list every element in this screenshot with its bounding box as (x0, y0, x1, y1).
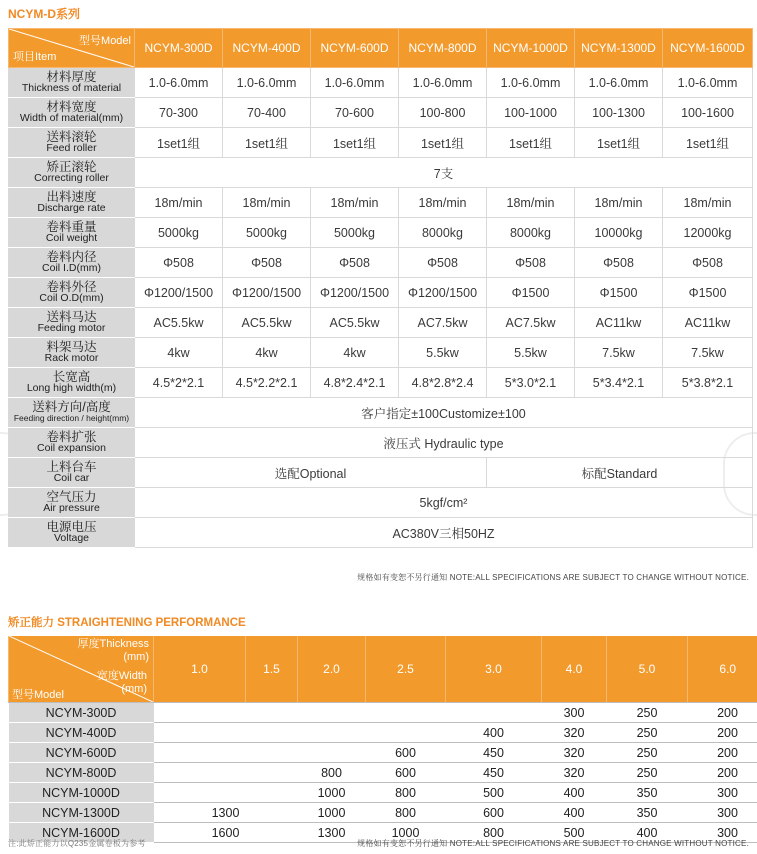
width-unit: (mm) (121, 683, 147, 695)
corner-model-label: 型号Model (79, 35, 131, 47)
row-label-en: Width of material(mm) (19, 111, 124, 124)
perf-cell: 200 (688, 723, 757, 743)
row-label-en: Thickness of material (21, 81, 122, 94)
spec-cell: 1set1组 (487, 128, 575, 158)
row-label (9, 278, 135, 308)
spec-row (9, 278, 753, 308)
row-label (9, 98, 135, 128)
spec-cell: Φ1500 (575, 278, 663, 308)
model-header: NCYM-600D (311, 29, 399, 68)
spec-cell: 1.0-6.0mm (399, 68, 487, 98)
model-header: NCYM-300D (135, 29, 223, 68)
spec-cell: AC11kw (663, 308, 753, 338)
spec-cell: 100-800 (399, 98, 487, 128)
perf-cell: 800 (446, 823, 542, 843)
spec-cell: 18m/min (663, 188, 753, 218)
row-label (9, 338, 135, 368)
row-label (9, 488, 135, 518)
spec-cell: 12000kg (663, 218, 753, 248)
row-label-en: Feeding direction / height(mm) (13, 412, 130, 423)
row-label-en: Coil car (53, 471, 90, 484)
spec-cell: Φ508 (311, 248, 399, 278)
spec-merged-cell: AC380V三相50HZ (135, 518, 753, 548)
spec-cell: 100-1300 (575, 98, 663, 128)
spec-cell: Φ1500 (663, 278, 753, 308)
perf-cell: 600 (366, 743, 446, 763)
spec-cell: Φ1200/1500 (311, 278, 399, 308)
perf-cell: 300 (542, 703, 607, 723)
perf-header-row (9, 636, 757, 703)
perf-row (9, 763, 757, 783)
corner-thickness-label (77, 638, 149, 664)
perf-cell: 200 (688, 743, 757, 763)
row-label-en: Correcting roller (34, 171, 109, 184)
spec-merged-cell: 液压式 Hydraulic type (135, 428, 753, 458)
row-label (9, 158, 135, 188)
perf-cell: 250 (607, 763, 688, 783)
perf-cell: 250 (607, 723, 688, 743)
row-label (9, 68, 135, 98)
row-label (9, 428, 135, 458)
row-label-cn: 矫正滚轮 (46, 159, 97, 174)
thickness-header: 2.5 (366, 636, 446, 703)
spec-cell: Φ1200/1500 (135, 278, 223, 308)
spec-cell: AC5.5kw (223, 308, 311, 338)
spec-cell: 100-1000 (487, 98, 575, 128)
row-label-en: Coil expansion (37, 441, 106, 454)
perf-cell: 800 (366, 783, 446, 803)
row-label (9, 248, 135, 278)
perf-notice: 规格如有变恕不另行通知 NOTE:ALL SPECIFICATIONS ARE SUBJECT TO CHANGE WITHOUT NOTICE. (357, 839, 749, 848)
spec-corner-cell (9, 29, 135, 68)
perf-cell: 500 (446, 783, 542, 803)
spec-cell: 1set1组 (311, 128, 399, 158)
perf-cell (154, 743, 366, 763)
spec-header-row (9, 29, 753, 68)
row-label (9, 458, 135, 488)
perf-footnote: 注:此矫正能力以Q235金属卷板为参考 (8, 839, 146, 848)
thickness-label: 厚度Thickness (77, 638, 149, 650)
spec-cell: 4kw (311, 338, 399, 368)
perf-cell (154, 703, 542, 723)
row-label-cn: 出料速度 (46, 189, 97, 204)
thickness-unit: (mm) (123, 651, 149, 663)
spec-cell: Φ508 (399, 248, 487, 278)
spec-cell: 1.0-6.0mm (487, 68, 575, 98)
spec-cell: Φ1200/1500 (399, 278, 487, 308)
spec-cell: AC7.5kw (487, 308, 575, 338)
thickness-header: 4.0 (542, 636, 607, 703)
spec-cell: 18m/min (223, 188, 311, 218)
spec-cell: AC11kw (575, 308, 663, 338)
row-label-en: Coil weight (45, 231, 98, 244)
spec-cell: Φ1200/1500 (223, 278, 311, 308)
spec-row (9, 308, 753, 338)
perf-cell: 200 (688, 763, 757, 783)
spec-row (9, 158, 753, 188)
spec-cell: 5000kg (311, 218, 399, 248)
spec-cell: AC5.5kw (135, 308, 223, 338)
perf-cell: 1300 (298, 823, 366, 843)
corner-model-label: 型号Model (12, 689, 64, 701)
row-label-cn: 电源电压 (46, 519, 97, 534)
perf-cell: 400 (607, 823, 688, 843)
spec-cell: 4kw (135, 338, 223, 368)
perf-cell: 200 (688, 703, 757, 723)
spec-cell: 1.0-6.0mm (223, 68, 311, 98)
perf-cell: 800 (366, 803, 446, 823)
perf-cell: 1000 (298, 803, 366, 823)
spec-cell: AC7.5kw (399, 308, 487, 338)
perf-cell: 1600 (154, 823, 298, 843)
perf-model-label: NCYM-800D (9, 763, 154, 783)
spec-row (9, 518, 753, 548)
model-header: NCYM-1600D (663, 29, 753, 68)
perf-row (9, 803, 757, 823)
spec-cell: AC5.5kw (311, 308, 399, 338)
model-header: NCYM-1300D (575, 29, 663, 68)
row-label-cn: 料架马达 (46, 339, 97, 354)
row-label-cn: 送料方向/高度 (32, 399, 111, 414)
spec-cell: 7.5kw (575, 338, 663, 368)
perf-cell: 350 (607, 803, 688, 823)
spec-cell: 1set1组 (223, 128, 311, 158)
row-label-en: Feed roller (46, 141, 97, 154)
row-label-en: Voltage (53, 531, 90, 544)
perf-cell: 300 (688, 803, 757, 823)
row-label-en: Feeding motor (37, 321, 106, 334)
spec-cell: 1.0-6.0mm (575, 68, 663, 98)
perf-cell: 600 (446, 803, 542, 823)
perf-cell: 300 (688, 823, 757, 843)
thickness-header: 3.0 (446, 636, 542, 703)
corner-width-label (97, 670, 147, 696)
perf-cell: 250 (607, 743, 688, 763)
perf-section-title: 矫正能力 STRAIGHTENING PERFORMANCE (8, 617, 246, 629)
row-label-cn: 材料宽度 (46, 99, 97, 114)
row-label (9, 308, 135, 338)
spec-notice: 规格如有变恕不另行通知 NOTE:ALL SPECIFICATIONS ARE SUBJECT TO CHANGE WITHOUT NOTICE. (357, 573, 749, 582)
row-label-cn: 卷料内径 (46, 249, 97, 264)
spec-cell: 4.5*2*2.1 (135, 368, 223, 398)
spec-cell: 70-400 (223, 98, 311, 128)
spec-cell: 5*3.8*2.1 (663, 368, 753, 398)
perf-cell: 800 (298, 763, 366, 783)
spec-cell: 5*3.4*2.1 (575, 368, 663, 398)
spec-cell: Φ508 (575, 248, 663, 278)
row-label-cn: 材料厚度 (46, 69, 97, 84)
spec-cell: 5.5kw (399, 338, 487, 368)
row-label-en: Discharge rate (37, 201, 106, 214)
perf-cell: 320 (542, 743, 607, 763)
spec-cell: 5.5kw (487, 338, 575, 368)
spec-cell: 4.5*2.2*2.1 (223, 368, 311, 398)
row-label (9, 518, 135, 548)
spec-cell: Φ508 (223, 248, 311, 278)
model-header: NCYM-400D (223, 29, 311, 68)
spec-cell: 1set1组 (135, 128, 223, 158)
spec-cell: 1.0-6.0mm (311, 68, 399, 98)
spec-row (9, 218, 753, 248)
width-label: 宽度Width (96, 670, 147, 682)
spec-cell: 70-300 (135, 98, 223, 128)
perf-cell: 600 (366, 763, 446, 783)
straightening-table (8, 636, 757, 843)
perf-model-label: NCYM-600D (9, 743, 154, 763)
perf-cell: 400 (542, 803, 607, 823)
row-label-cn: 卷料外径 (46, 279, 97, 294)
row-label-cn: 空气压力 (46, 489, 97, 504)
perf-cell: 1000 (366, 823, 446, 843)
perf-row (9, 783, 757, 803)
perf-cell: 1300 (154, 803, 298, 823)
spec-cell: 18m/min (311, 188, 399, 218)
perf-cell: 320 (542, 763, 607, 783)
perf-cell: 320 (542, 723, 607, 743)
spec-row (9, 98, 753, 128)
perf-cell (154, 783, 298, 803)
spec-cell: 70-600 (311, 98, 399, 128)
spec-cell: 7.5kw (663, 338, 753, 368)
row-label (9, 128, 135, 158)
row-label-cn: 卷料重量 (46, 219, 97, 234)
spec-row (9, 68, 753, 98)
perf-model-label: NCYM-1000D (9, 783, 154, 803)
row-label-en: Coil O.D(mm) (39, 291, 104, 304)
spec-merged-cell: 7支 (135, 158, 753, 188)
perf-cell: 400 (542, 783, 607, 803)
perf-model-label: NCYM-1300D (9, 803, 154, 823)
spec-row (9, 368, 753, 398)
perf-cell (154, 723, 446, 743)
thickness-header: 5.0 (607, 636, 688, 703)
spec-split-cell: 选配Optional (135, 458, 487, 488)
spec-table (8, 28, 753, 548)
spec-row (9, 248, 753, 278)
spec-cell: 1.0-6.0mm (135, 68, 223, 98)
row-label-cn: 上料台车 (46, 459, 97, 474)
spec-merged-cell: 客户指定±100Customize±100 (135, 398, 753, 428)
spec-cell: Φ508 (135, 248, 223, 278)
perf-cell: 500 (542, 823, 607, 843)
spec-cell: 1set1组 (399, 128, 487, 158)
spec-cell: 4.8*2.4*2.1 (311, 368, 399, 398)
row-label-cn: 送料马达 (46, 309, 97, 324)
row-label-en: Coil I.D(mm) (42, 261, 101, 274)
model-header: NCYM-1000D (487, 29, 575, 68)
spec-cell: Φ508 (487, 248, 575, 278)
perf-model-label: NCYM-300D (9, 703, 154, 723)
row-label-cn: 卷料扩张 (46, 429, 97, 444)
perf-cell: 1000 (298, 783, 366, 803)
spec-row (9, 188, 753, 218)
thickness-header: 2.0 (298, 636, 366, 703)
row-label-en: Air pressure (43, 501, 100, 514)
perf-cell (154, 763, 298, 783)
thickness-header: 1.0 (154, 636, 246, 703)
corner-item-label: 项目Item (13, 51, 57, 63)
spec-row (9, 488, 753, 518)
row-label-en: Long high width(m) (26, 381, 117, 394)
row-label (9, 368, 135, 398)
spec-cell: 1.0-6.0mm (663, 68, 753, 98)
perf-row (9, 723, 757, 743)
perf-cell: 400 (446, 723, 542, 743)
spec-merged-cell: 5kgf/cm² (135, 488, 753, 518)
row-label-cn: 长宽高 (52, 369, 91, 384)
model-header: NCYM-800D (399, 29, 487, 68)
perf-cell: 450 (446, 743, 542, 763)
perf-corner-cell (9, 636, 154, 703)
spec-row (9, 128, 753, 158)
perf-cell: 350 (607, 783, 688, 803)
perf-model-label: NCYM-1600D (9, 823, 154, 843)
spec-section-title: NCYM-D系列 (8, 7, 80, 21)
spec-cell: 10000kg (575, 218, 663, 248)
spec-cell: 4kw (223, 338, 311, 368)
spec-cell: 18m/min (135, 188, 223, 218)
row-label-cn: 送料滚轮 (46, 129, 97, 144)
row-label (9, 218, 135, 248)
spec-cell: 18m/min (399, 188, 487, 218)
thickness-header: 1.5 (246, 636, 298, 703)
spec-row (9, 338, 753, 368)
spec-split-cell: 标配Standard (487, 458, 753, 488)
spec-cell: 100-1600 (663, 98, 753, 128)
perf-model-label: NCYM-400D (9, 723, 154, 743)
spec-cell: 8000kg (399, 218, 487, 248)
spec-row (9, 428, 753, 458)
spec-cell: 5000kg (135, 218, 223, 248)
spec-row (9, 458, 753, 488)
spec-cell: Φ1500 (487, 278, 575, 308)
spec-cell: 8000kg (487, 218, 575, 248)
perf-cell: 450 (446, 763, 542, 783)
row-label (9, 398, 135, 428)
spec-cell: 18m/min (487, 188, 575, 218)
perf-row (9, 703, 757, 723)
spec-cell: 5*3.0*2.1 (487, 368, 575, 398)
spec-cell: 5000kg (223, 218, 311, 248)
row-label (9, 188, 135, 218)
spec-cell: 4.8*2.8*2.4 (399, 368, 487, 398)
spec-row (9, 398, 753, 428)
thickness-header: 6.0 (688, 636, 757, 703)
perf-cell: 250 (607, 703, 688, 723)
row-label-en: Rack motor (44, 351, 99, 364)
spec-cell: Φ508 (663, 248, 753, 278)
spec-cell: 1set1组 (663, 128, 753, 158)
perf-row (9, 743, 757, 763)
spec-cell: 1set1组 (575, 128, 663, 158)
spec-cell: 18m/min (575, 188, 663, 218)
perf-cell: 300 (688, 783, 757, 803)
